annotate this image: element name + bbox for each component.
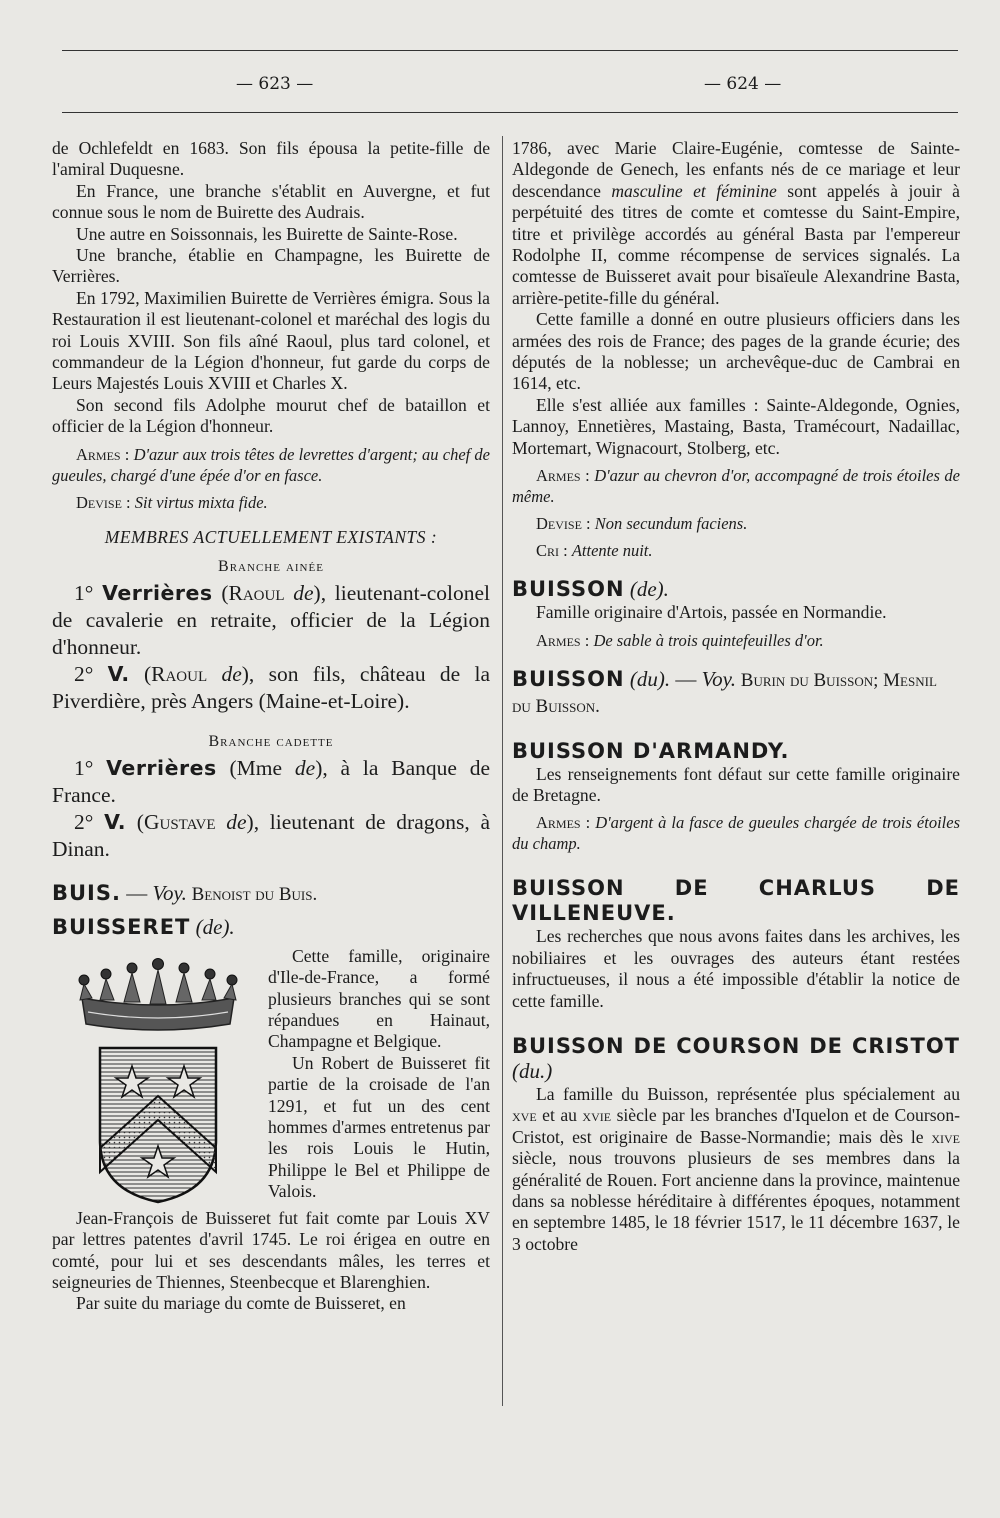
member-name: V.: [107, 661, 130, 686]
particle: (de).: [190, 914, 235, 939]
member-number: 2°: [74, 661, 108, 686]
entry-heading-courson: [512, 1034, 960, 1084]
member-number: 2°: [74, 809, 105, 834]
particle: de: [284, 580, 314, 605]
arms-text: D'azur au chevron d'or, accompagné de trois étoiles de même.: [512, 466, 960, 507]
arms-line: [52, 444, 490, 486]
coat-of-arms-image: [62, 950, 254, 1208]
arms-label: Armes :: [536, 813, 591, 833]
paragraph: Les recherches que nous avons faites dans les archives, les nobiliaires et les ouvrages des auteurs étant restées infructueuses, il nous a été impossible d'établir la notice de cette famille.: [512, 926, 960, 1011]
arms-line: [512, 630, 960, 651]
member-given-name: (Raoul: [221, 580, 285, 605]
text-run: La famille du Buisson, représentée plus spécialement au: [536, 1083, 960, 1104]
entry-name: BUISSON DE COURSON DE CRISTOT: [512, 1033, 960, 1058]
paragraph: Cette famille a donné en outre plusieurs officiers dans les armées des rois de France; des pages de la grande écurie; des députés de la noblesse; un archevêque-duc de Cambrai en 1614, etc.: [512, 309, 960, 394]
branch-heading: Branche cadette: [208, 732, 334, 750]
paragraph: Famille originaire d'Artois, passée en Normandie.: [536, 602, 887, 623]
paragraph: de Ochlefeldt en 1683. Son fils épousa la petite-fille de l'amiral Duquesne.: [52, 138, 490, 180]
arms-label: Armes :: [76, 444, 130, 464]
particle: (de).: [624, 577, 669, 602]
paragraph: Un Robert de Buisseret fit partie de la croisade de l'an 1291, et fut un des cent hommes d'armes entretenus par les rois Louis le Hutin, Philippe le Bel et Philippe de Valois.: [268, 1052, 490, 1202]
page-number-left: — 623 —: [236, 74, 314, 94]
entry-heading-buis: [52, 881, 490, 907]
arms-line: [512, 812, 960, 854]
member-entry: [52, 755, 490, 809]
entry-name: BUISSERET: [52, 914, 191, 939]
arms-text: D'azur aux trois têtes de levrettes d'argent; au chef de gueules, chargé d'une épée d'or en fasce.: [52, 444, 491, 485]
voy: Voy.: [152, 880, 187, 905]
member-entry: [52, 661, 490, 715]
paragraph: Jean-François de Buisseret fut fait comte par Louis XV par lettres patentes d'avril 1745. Le roi érigea en outre en comté, pour lui et ses descendants mâles, les terres et seigneuries de Thiennes, Steenbecque et Blarenghien.: [52, 1207, 490, 1292]
paragraph: En 1792, Maximilien Buirette de Verrières émigra. Sous la Restauration il est lieutenant-colonel et maréchal des logis du roi Louis XVIII. Son fils aîné Raoul, plus tard colonel, et commandeur de la Légion d'honneur, fut garde du corps de Leurs Majestés Louis XVIII et Charles X.: [52, 287, 490, 394]
century: xive: [931, 1126, 960, 1147]
paragraph: Elle s'est alliée aux familles : Sainte-Aldegonde, Ognies, Lannoy, Ennetières, Mastaing, Basta, Tramécourt, Nadaillac, Mortemart, Wignacourt, Stolberg, etc.: [512, 394, 960, 458]
text-run: sont appelés à jouir à perpétuité des titres de comte et comtesse du Saint-Empire, titre et privilège accordés au général Basta par l'empereur Rodolphe II, comme récompense de services signalés. La comtesse de Buisseret avait pour bisaïeule Alexandrine Basta, arrière-petite-fille du général.: [512, 180, 960, 308]
member-detail: ), son fils, château de la Piverdière, près Angers (Maine-et-Loire).: [52, 661, 490, 713]
member-detail: ), lieutenant-colonel de cavalerie en retraite, officier de la Légion d'honneur.: [52, 580, 491, 659]
arms-line: [512, 465, 960, 507]
entry-name: BUIS.: [52, 880, 121, 905]
right-column: [512, 138, 960, 1255]
dash: —: [670, 666, 702, 691]
paragraph: [512, 1084, 960, 1255]
text-run: et au: [536, 1105, 583, 1126]
arms-text: De sable à trois quintefeuilles d'or.: [593, 630, 824, 650]
entry-heading-charlus: BUISSON DE CHARLUS DE VILLENEUVE.: [512, 876, 960, 926]
arms-label: Armes :: [536, 630, 590, 650]
column-divider: [502, 136, 503, 1406]
member-entry: [52, 809, 490, 863]
entry-name: BUISSON: [512, 666, 625, 691]
particle: de: [282, 755, 316, 780]
particle: (du).: [624, 666, 671, 691]
voy: Voy.: [701, 666, 737, 691]
paragraph: Une autre en Soissonnais, les Buirette de Sainte-Rose.: [76, 223, 458, 244]
cross-reference: Benoist du Buis.: [186, 883, 318, 905]
branch-heading: Branche ainée: [218, 557, 324, 575]
paragraph: Une branche, établie en Champagne, les Buirette de Verrières.: [52, 245, 490, 287]
cri-line: [512, 540, 960, 561]
paragraph: Les renseignements font défaut sur cette famille originaire de Bretagne.: [512, 763, 960, 805]
member-given-name: (Raoul: [129, 661, 208, 686]
paragraph: En France, une branche s'établit en Auvergne, et fut connue sous le nom de Buirette des Audrais.: [52, 180, 490, 223]
coat-of-arms: [62, 950, 254, 1208]
particle: de: [215, 809, 247, 834]
member-entry: [52, 580, 490, 661]
entry-name: BUISSON: [512, 577, 625, 602]
devise-line: [512, 513, 960, 534]
members-heading: MEMBRES ACTUELLEMENT EXISTANTS :: [104, 526, 438, 547]
cross-reference: Burin du Buisson; Mesnil du Buisson.: [512, 669, 937, 717]
paragraph: Son second fils Adolphe mourut chef de bataillon et officier de la Légion d'honneur.: [52, 394, 490, 437]
entry-heading-buisson: [512, 577, 960, 602]
left-column: [52, 138, 490, 1315]
devise-label: Devise :: [536, 514, 591, 534]
member-name: V.: [104, 809, 127, 834]
page-number-right: — 624 —: [704, 74, 782, 94]
member-name: Verrières: [106, 755, 217, 780]
particle: (du.): [512, 1058, 553, 1083]
century: xvie: [582, 1105, 612, 1126]
devise-label: Devise :: [76, 492, 131, 512]
devise-line: [52, 492, 490, 513]
member-given-name: (Gustave: [126, 809, 216, 834]
arms-label: Armes :: [536, 466, 590, 486]
text-run: siècle, nous trouvons plusieurs de ses membres dans la généralité de Rouen. Fort ancienne dans la province, maintenue dans sa noblesse héréditaire à différentes époques, notamment en septembre 1485, le 18 février 1517, le 11 décembre 1637, le 3 octobre: [512, 1148, 960, 1254]
header-rule: [62, 112, 958, 113]
entry-heading-buisseret: [52, 915, 490, 940]
century: xve: [512, 1105, 537, 1126]
buisseret-body: [52, 946, 490, 1315]
top-rule: [62, 50, 958, 51]
devise-text: Sit virtus mixta fide.: [134, 492, 268, 512]
cri-text: Attente nuit.: [571, 541, 653, 561]
paragraph: Par suite du mariage du comte de Buisseret, en: [76, 1293, 406, 1314]
member-title: (Mme: [216, 755, 283, 780]
member-detail: ), à la Banque de France.: [52, 755, 491, 807]
emphasis: masculine et féminine: [611, 180, 777, 201]
entry-heading-armandy: BUISSON D'ARMANDY.: [512, 738, 790, 763]
text-run: siècle par les branches d'Iquelon et de Courson-Cristot, est originaire de Basse-Normandie; mais dès le: [512, 1105, 960, 1147]
member-detail: ), lieutenant de dragons, à Dinan.: [52, 809, 490, 861]
devise-text: Non secundum faciens.: [594, 514, 748, 534]
paragraph: [512, 138, 960, 309]
dash: —: [120, 880, 153, 905]
cri-label: Cri :: [536, 541, 568, 561]
member-name: Verrières: [102, 580, 213, 605]
entry-heading-buisson-du: [512, 667, 960, 719]
text-run: 1786, avec Marie Claire-Eugénie, comtesse de Sainte-Aldegonde de Genech, les enfants nés de ce mariage et leur descendance: [512, 138, 960, 201]
member-number: 1°: [74, 580, 103, 605]
member-number: 1°: [74, 755, 107, 780]
crown-icon: [79, 958, 237, 1030]
arms-text: D'argent à la fasce de gueules chargée de trois étoiles du champ.: [512, 813, 961, 854]
particle: de: [207, 661, 242, 686]
paragraph: Cette famille, originaire d'Ile-de-France, a formé plusieurs branches qui se sont répandues en Hainaut, Champagne et Belgique.: [268, 945, 490, 1052]
